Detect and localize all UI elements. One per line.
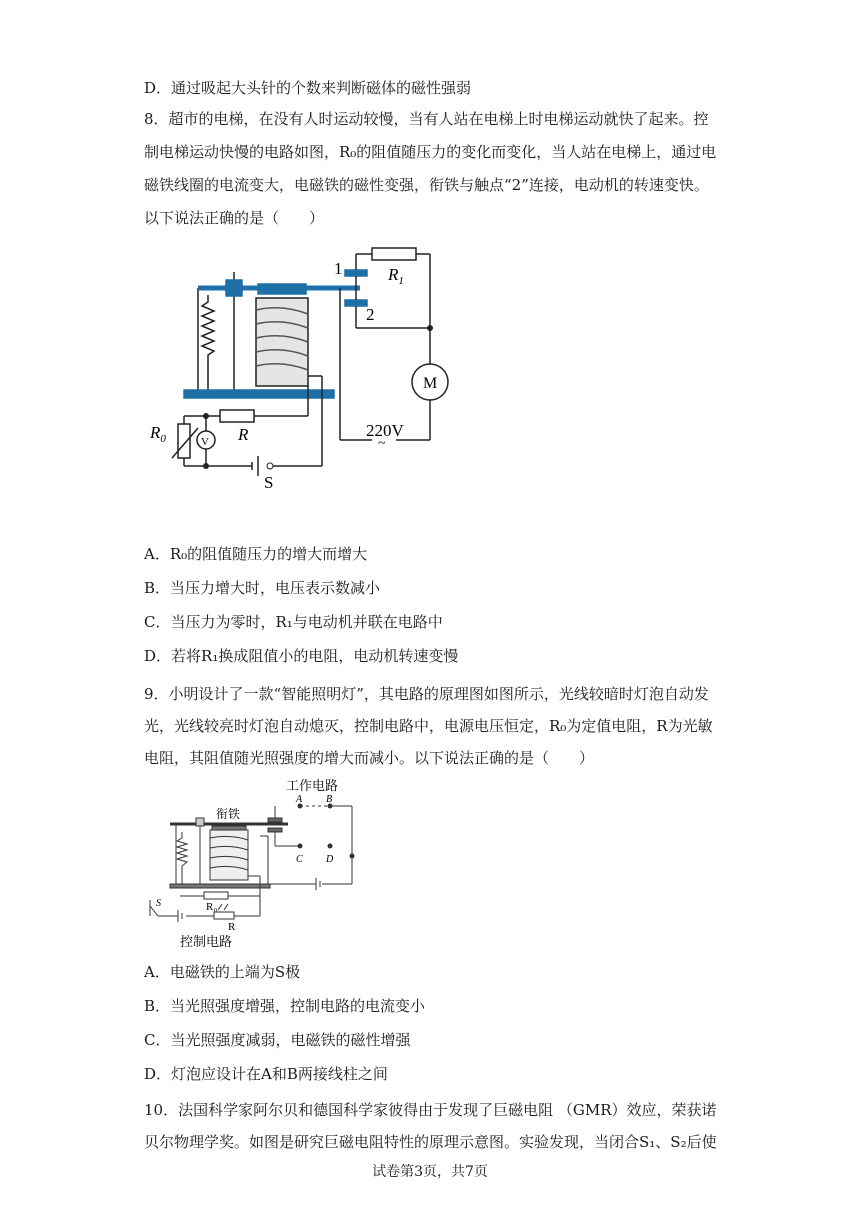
- q9-terminal-a: A: [296, 794, 303, 805]
- q9-option-c: C．当光照强度减弱，电磁铁的磁性增强: [144, 1031, 411, 1049]
- q9-smart-light-circuit-figure: [140, 776, 380, 952]
- q8-220v-label: 220V: [366, 421, 404, 440]
- q9-option-d: D．灯泡应设计在A和B两接线柱之间: [144, 1065, 388, 1083]
- q9-terminal-d: D: [326, 854, 334, 865]
- q9-control-circuit-label: 控制电路: [180, 934, 233, 949]
- q9-option-a: A．电磁铁的上端为S极: [144, 963, 301, 981]
- q7-option-d: D．通过吸起大头针的个数来判断磁体的磁性强弱: [144, 79, 472, 97]
- page-footer: 试卷第3页，共7页: [372, 1164, 488, 1180]
- q9-stem-line-2: 光，光线较亮时灯泡自动熄灭，控制电路中，电源电压恒定，R₀为定值电阻，R为光敏: [144, 717, 713, 735]
- q8-contact-1-label: 1: [334, 259, 343, 278]
- q8-motor-label: M: [423, 375, 438, 392]
- q8-option-a: A．R₀的阻值随压力的增大而增大: [144, 545, 368, 563]
- q9-option-b: B．当光照强度增强，控制电路的电流变小: [144, 997, 426, 1015]
- q9-terminal-c: C: [296, 854, 303, 865]
- q8-switch-label: S: [264, 473, 274, 492]
- q8-option-d: D．若将R₁换成阻值小的电阻，电动机转速变慢: [144, 647, 459, 665]
- q8-contact-2-label: 2: [366, 305, 375, 324]
- q9-s-label: S: [156, 898, 161, 909]
- q9-stem-line-3: 电阻，其阻值随光照强度的增大而减小。以下说法正确的是（ ）: [144, 749, 595, 767]
- q9-stem-line-1: 9．小明设计了一款“智能照明灯”，其电路的原理图如图所示，光线较暗时灯泡自动发: [144, 685, 709, 703]
- q8-elevator-circuit-figure: [140, 240, 460, 500]
- q9-r0-label: R₀: [206, 901, 218, 913]
- q8-stem-line-2: 制电梯运动快慢的电路如图，R₀的阻值随压力的变化而变化，当人站在电梯上，通过电: [144, 143, 717, 161]
- q8-option-b: B．当压力增大时，电压表示数减小: [144, 579, 381, 597]
- q8-voltmeter-label: V: [201, 436, 209, 448]
- q10-stem-line-2: 贝尔物理学奖。如图是研究巨磁电阻特性的原理示意图。实验发现，当闭合S₁、S₂后使: [144, 1133, 717, 1151]
- q8-stem-line-4: 以下说法正确的是（ ）: [144, 209, 325, 227]
- q10-stem-line-1: 10．法国科学家阿尔贝和德国科学家彼得由于发现了巨磁电阻 （GMR）效应，荣获诺: [144, 1101, 717, 1119]
- q8-r-label: R: [238, 425, 249, 444]
- q8-stem-line-1: 8．超市的电梯，在没有人时运动较慢，当有人站在电梯上时电梯运动就快了起来。控: [144, 110, 709, 128]
- q9-work-circuit-label: 工作电路: [286, 778, 339, 793]
- q9-r-label: R: [228, 921, 236, 933]
- q9-terminal-b: B: [326, 794, 333, 805]
- q9-armature-label: 衔铁: [216, 807, 241, 821]
- q8-r1-label: $R_1$: [388, 265, 404, 287]
- q8-r0-label: $R_0$: [150, 423, 166, 445]
- q8-ac-symbol: ~: [378, 436, 386, 451]
- q8-stem-line-3: 磁铁线圈的电流变大，电磁铁的磁性变强，衔铁与触点“2”连接，电动机的转速变快。: [144, 176, 709, 194]
- q8-option-c: C．当压力为零时，R₁与电动机并联在电路中: [144, 613, 443, 631]
